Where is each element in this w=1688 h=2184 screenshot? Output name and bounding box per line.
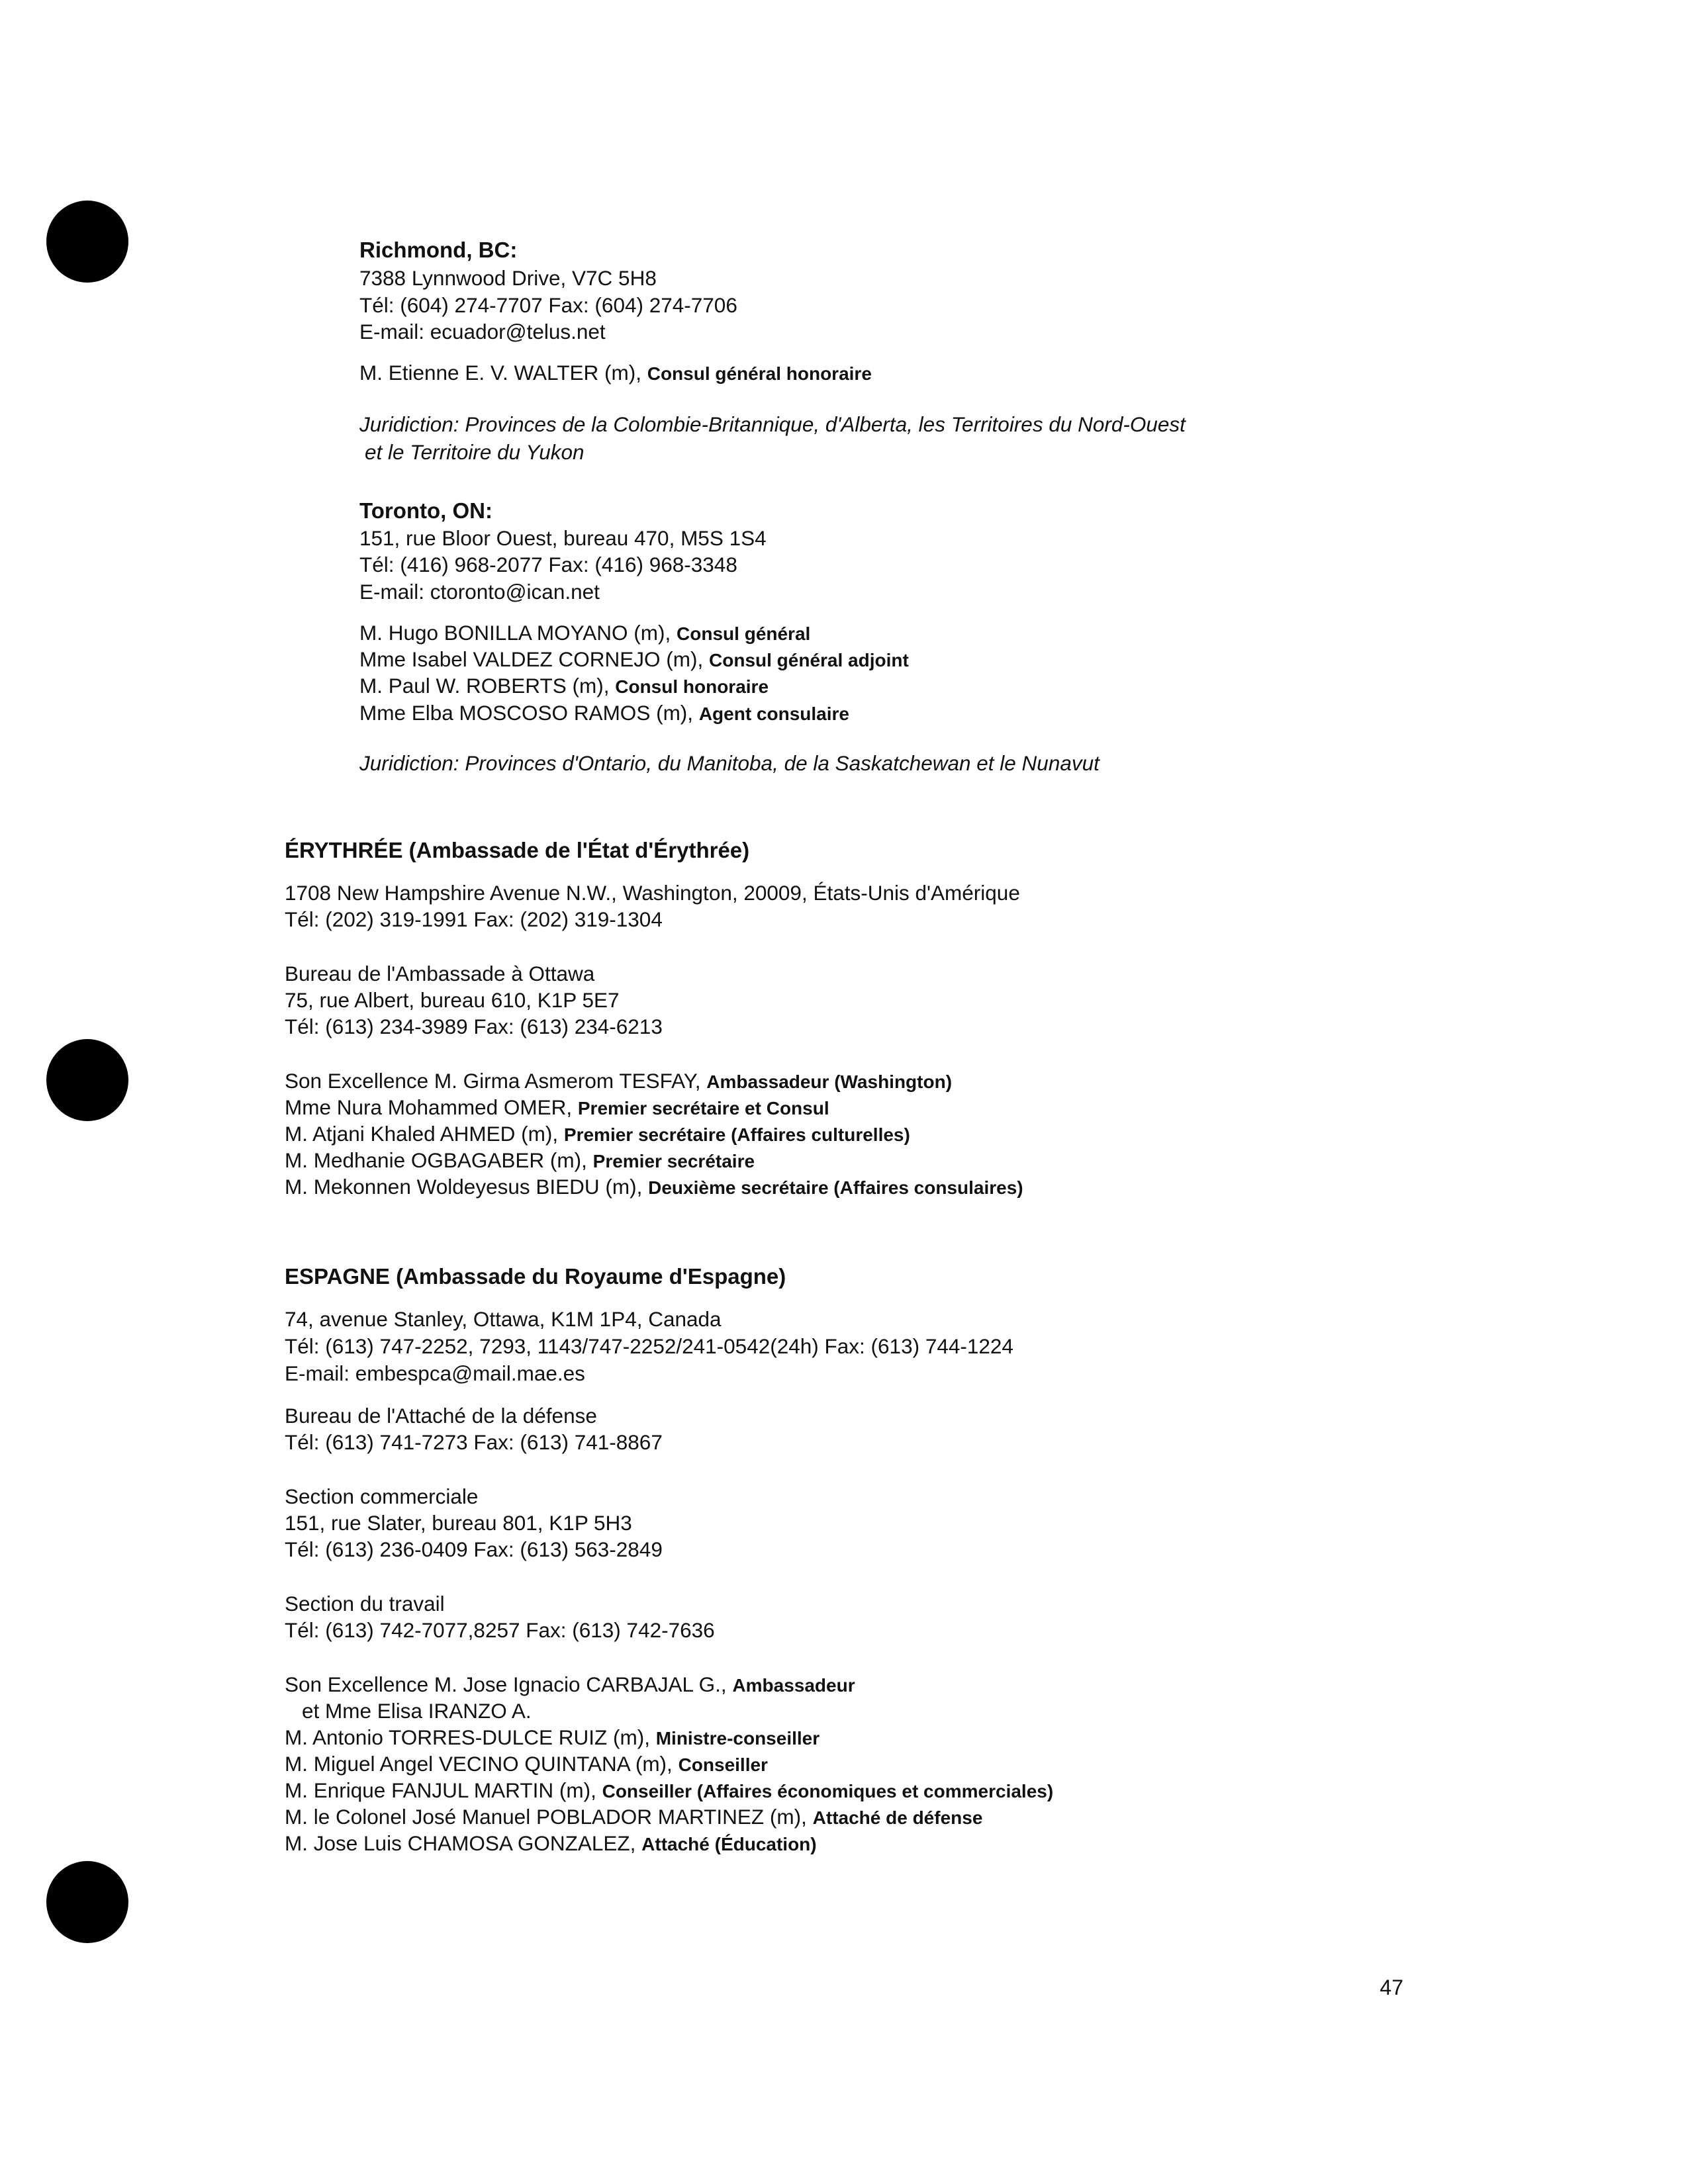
page-number: 47 [1380, 1976, 1403, 1999]
official-name: M. le Colonel José Manuel POBLADOR MARTINEZ (m), [285, 1805, 807, 1829]
official-name: Mme Elba MOSCOSO RAMOS (m), [359, 701, 694, 725]
eritrea-official [285, 1067, 952, 1096]
toronto-phone: Tél: (416) 968-2077 Fax: (416) 968-3348 [359, 553, 737, 576]
eritrea-office-phone: Tél: (613) 234-3989 Fax: (613) 234-6213 [285, 1015, 663, 1038]
eritrea-official [285, 1120, 910, 1149]
official-name: M. Hugo BONILLA MOYANO (m), [359, 621, 671, 645]
spain-ambassador-spouse: et Mme Elisa IRANZO A. [302, 1699, 532, 1723]
toronto-jurisdiction: Juridiction: Provinces d'Ontario, du Manitoba, de la Saskatchewan et le Nunavut [359, 751, 1100, 775]
eritrea-official [285, 1093, 829, 1122]
spain-labour-phone: Tél: (613) 742-7077,8257 Fax: (613) 742-7636 [285, 1618, 715, 1642]
spain-commercial-title: Section commerciale [285, 1484, 479, 1508]
spain-official [285, 1829, 817, 1858]
toronto-official [359, 619, 810, 648]
spain-labour-title: Section du travail [285, 1592, 445, 1615]
official-name: M. Antonio TORRES-DULCE RUIZ (m), [285, 1725, 650, 1749]
official-name: M. Miguel Angel VECINO QUINTANA (m), [285, 1752, 673, 1776]
official-title: Consul général honoraire [647, 363, 872, 384]
richmond-jurisdiction-line-1: Juridiction: Provinces de la Colombie-Britannique, d'Alberta, les Territoires du Nord-Ouest [359, 412, 1186, 436]
spain-address: 74, avenue Stanley, Ottawa, K1M 1P4, Canada [285, 1307, 722, 1331]
official-title: Premier secrétaire [592, 1151, 755, 1171]
official-name: M. Paul W. ROBERTS (m), [359, 674, 610, 698]
spain-official [285, 1776, 1053, 1805]
official-title: Premier secrétaire (Affaires culturelles) [563, 1124, 910, 1145]
official-name: Son Excellence M. Jose Ignacio CARBAJAL G., [285, 1672, 727, 1696]
official-title: Deuxième secrétaire (Affaires consulaires) [648, 1177, 1023, 1198]
richmond-jurisdiction-line-2: et le Territoire du Yukon [365, 440, 585, 464]
official-name: M. Medhanie OGBAGABER (m), [285, 1148, 587, 1172]
eritrea-address: 1708 New Hampshire Avenue N.W., Washington, 20009, États-Unis d'Amérique [285, 881, 1020, 905]
richmond-official [359, 359, 872, 388]
eritrea-office-title: Bureau de l'Ambassade à Ottawa [285, 962, 595, 985]
eritrea-official [285, 1146, 755, 1175]
punch-hole-bottom [46, 1861, 128, 1943]
richmond-email: E-mail: ecuador@telus.net [359, 320, 606, 343]
spain-defense-title: Bureau de l'Attaché de la défense [285, 1404, 597, 1428]
spain-official [285, 1803, 982, 1832]
official-name: Mme Isabel VALDEZ CORNEJO (m), [359, 647, 704, 671]
official-name: Mme Nura Mohammed OMER, [285, 1095, 573, 1119]
toronto-email: E-mail: ctoronto@ican.net [359, 580, 600, 604]
spain-official [285, 1723, 820, 1752]
spain-commercial-phone: Tél: (613) 236-0409 Fax: (613) 563-2849 [285, 1537, 663, 1561]
eritrea-official [285, 1173, 1023, 1202]
official-title: Ambassadeur (Washington) [706, 1071, 953, 1092]
eritrea-phone: Tél: (202) 319-1991 Fax: (202) 319-1304 [285, 907, 663, 931]
official-title: Consul général [677, 623, 811, 644]
official-title: Agent consulaire [698, 704, 849, 724]
toronto-official [359, 699, 849, 728]
official-title: Premier secrétaire et Consul [577, 1098, 829, 1118]
toronto-heading: Toronto, ON: [359, 498, 492, 523]
toronto-address: 151, rue Bloor Ouest, bureau 470, M5S 1S4 [359, 526, 767, 550]
official-title: Attaché (Éducation) [641, 1834, 817, 1854]
official-name: M. Enrique FANJUL MARTIN (m), [285, 1778, 596, 1802]
eritrea-heading: ÉRYTHRÉE (Ambassade de l'État d'Érythrée) [285, 838, 750, 862]
official-name: M. Etienne E. V. WALTER (m), [359, 361, 641, 385]
official-name: Son Excellence M. Girma Asmerom TESFAY, [285, 1069, 701, 1093]
punch-hole-top [46, 201, 128, 283]
official-title: Conseiller [678, 1754, 768, 1775]
spain-commercial-address: 151, rue Slater, bureau 801, K1P 5H3 [285, 1511, 632, 1535]
official-title: Consul honoraire [615, 676, 769, 697]
spain-email: E-mail: embespca@mail.mae.es [285, 1361, 585, 1385]
toronto-official [359, 645, 909, 674]
official-title: Consul général adjoint [709, 650, 909, 670]
official-title: Ambassadeur [732, 1675, 855, 1696]
official-name: M. Mekonnen Woldeyesus BIEDU (m), [285, 1175, 643, 1199]
spain-defense-phone: Tél: (613) 741-7273 Fax: (613) 741-8867 [285, 1430, 663, 1454]
official-title: Ministre-conseiller [655, 1728, 820, 1749]
richmond-address: 7388 Lynnwood Drive, V7C 5H8 [359, 266, 657, 290]
spain-official [285, 1750, 768, 1779]
spain-heading: ESPAGNE (Ambassade du Royaume d'Espagne) [285, 1264, 786, 1289]
official-name: M. Jose Luis CHAMOSA GONZALEZ, [285, 1831, 636, 1855]
spain-ambassador [285, 1670, 855, 1700]
eritrea-office-address: 75, rue Albert, bureau 610, K1P 5E7 [285, 988, 620, 1012]
official-title: Attaché de défense [812, 1807, 983, 1828]
spain-phone: Tél: (613) 747-2252, 7293, 1143/747-2252/241-0542(24h) Fax: (613) 744-1224 [285, 1334, 1013, 1358]
official-name: M. Atjani Khaled AHMED (m), [285, 1122, 559, 1146]
punch-hole-middle [46, 1039, 128, 1121]
official-title: Conseiller (Affaires économiques et commerciales) [602, 1781, 1054, 1801]
richmond-phone: Tél: (604) 274-7707 Fax: (604) 274-7706 [359, 293, 737, 317]
toronto-official [359, 672, 769, 701]
richmond-heading: Richmond, BC: [359, 238, 518, 262]
